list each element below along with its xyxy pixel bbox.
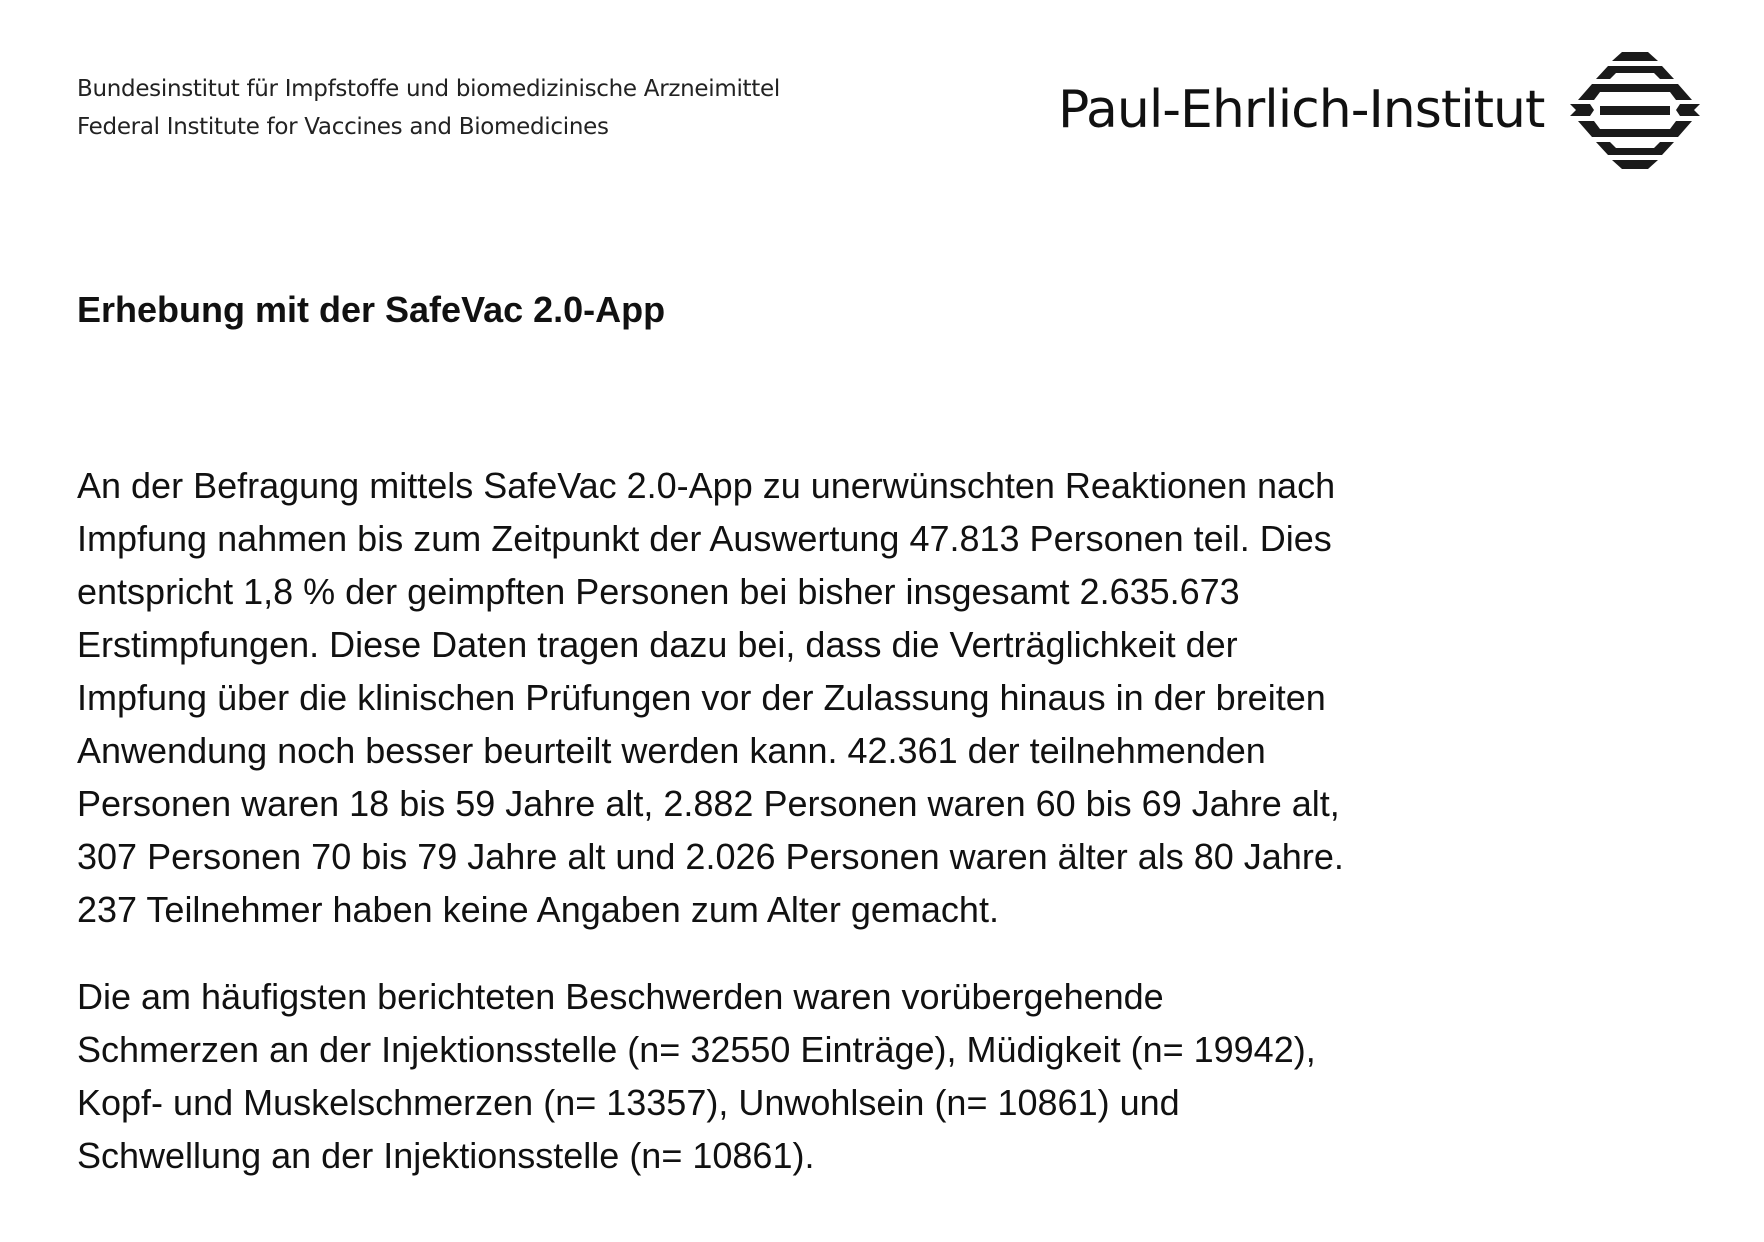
paragraph-complaints (77, 970, 1597, 1182)
paragraph-line: 307 Personen 70 bis 79 Jahre alt und 2.026 Personen waren älter als 80 Jahre. (77, 836, 1344, 877)
paragraph-line: Impfung über die klinischen Prüfungen vor der Zulassung hinaus in der breiten (77, 677, 1326, 718)
paragraph-line: Anwendung noch besser beurteilt werden kann. 42.361 der teilnehmenden (77, 730, 1266, 771)
paragraph-line: Schmerzen an der Injektionsstelle (n= 32550 Einträge), Müdigkeit (n= 19942), (77, 1029, 1316, 1070)
pei-logo-icon (1570, 52, 1700, 172)
paragraph-line: entspricht 1,8 % der geimpften Personen bei bisher insgesamt 2.635.673 (77, 571, 1240, 612)
paragraph-participants (77, 459, 1597, 936)
institute-subtitle (77, 70, 780, 146)
paragraph-line: Die am häufigsten berichteten Beschwerden waren vorübergehende (77, 976, 1164, 1017)
institute-name: Paul-Ehrlich-Institut (1058, 80, 1545, 140)
institute-english-name: Federal Institute for Vaccines and Biomedicines (77, 114, 609, 140)
paragraph-line: Personen waren 18 bis 59 Jahre alt, 2.882 Personen waren 60 bis 69 Jahre alt, (77, 783, 1340, 824)
paragraph-line: Kopf- und Muskelschmerzen (n= 13357), Unwohlsein (n= 10861) und (77, 1082, 1180, 1123)
paragraph-line: Schwellung an der Injektionsstelle (n= 10861). (77, 1135, 815, 1176)
paragraph-line: Erstimpfungen. Diese Daten tragen dazu bei, dass die Verträglichkeit der (77, 624, 1238, 665)
institute-german-name: Bundesinstitut für Impfstoffe und biomedizinische Arzneimittel (77, 76, 780, 102)
paragraph-line: 237 Teilnehmer haben keine Angaben zum Alter gemacht. (77, 889, 999, 930)
paragraph-line: An der Befragung mittels SafeVac 2.0-App zu unerwünschten Reaktionen nach (77, 465, 1336, 506)
paragraph-line: Impfung nahmen bis zum Zeitpunkt der Auswertung 47.813 Personen teil. Dies (77, 518, 1332, 559)
document-title: Erhebung mit der SafeVac 2.0-App (77, 289, 666, 330)
